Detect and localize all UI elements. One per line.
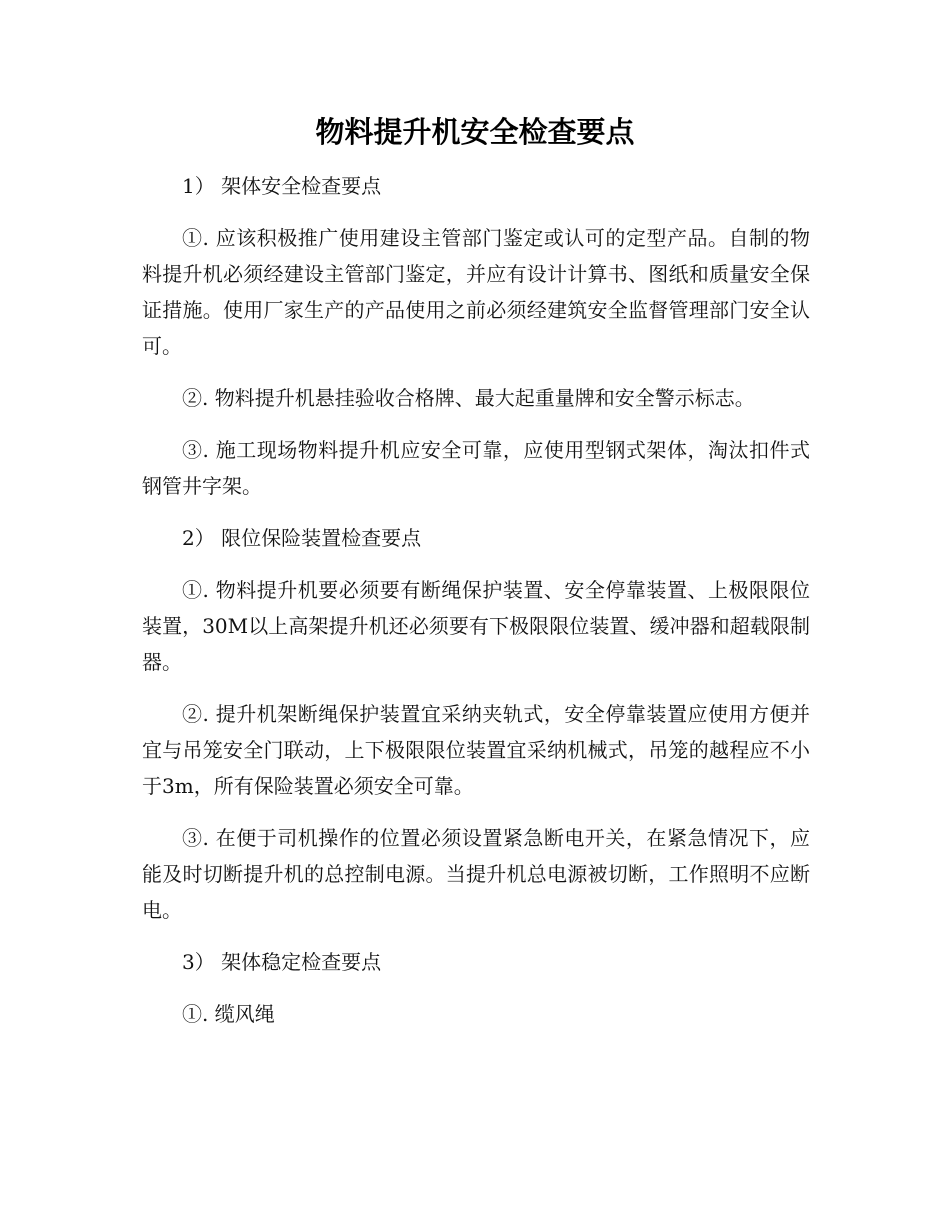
document-body (142, 168, 810, 1048)
section-heading-3: 3） 架体稳定检查要点 (182, 950, 382, 974)
paragraph: ③. 在便于司机操作的位置必须设置紧急断电开关，在紧急情况下，应能及时切断提升机的总控制电源。当提升机总电源被切断，工作照明不应断电。 (142, 826, 810, 922)
document-title: 物料提升机安全检查要点 (315, 115, 635, 149)
section-heading-1: 1） 架体安全检查要点 (182, 174, 382, 198)
paragraph: ①. 应该积极推广使用建设主管部门鉴定或认可的定型产品。自制的物料提升机必须经建设主管部门鉴定，并应有设计计算书、图纸和质量安全保证措施。使用厂家生产的产品使用之前必须经建筑安全监督管理部门安全认可。 (142, 226, 810, 358)
section-heading-2: 2） 限位保险装置检查要点 (182, 526, 422, 550)
paragraph: ③. 施工现场物料提升机应安全可靠，应使用型钢式架体，淘汰扣件式钢管井字架。 (142, 438, 810, 498)
paragraph: ①. 物料提升机要必须要有断绳保护装置、安全停靠装置、上极限限位装置，30M以上高架提升机还必须要有下极限限位装置、缓冲器和超载限制器。 (142, 578, 810, 674)
paragraph: ②. 物料提升机悬挂验收合格牌、最大起重量牌和安全警示标志。 (182, 386, 755, 410)
paragraph: ①. 缆风绳 (182, 1002, 275, 1026)
paragraph: ②. 提升机架断绳保护装置宜采纳夹轨式，安全停靠装置应使用方便并宜与吊笼安全门联动，上下极限限位装置宜采纳机械式，吊笼的越程应不小于3m，所有保险装置必须安全可靠。 (142, 702, 810, 798)
